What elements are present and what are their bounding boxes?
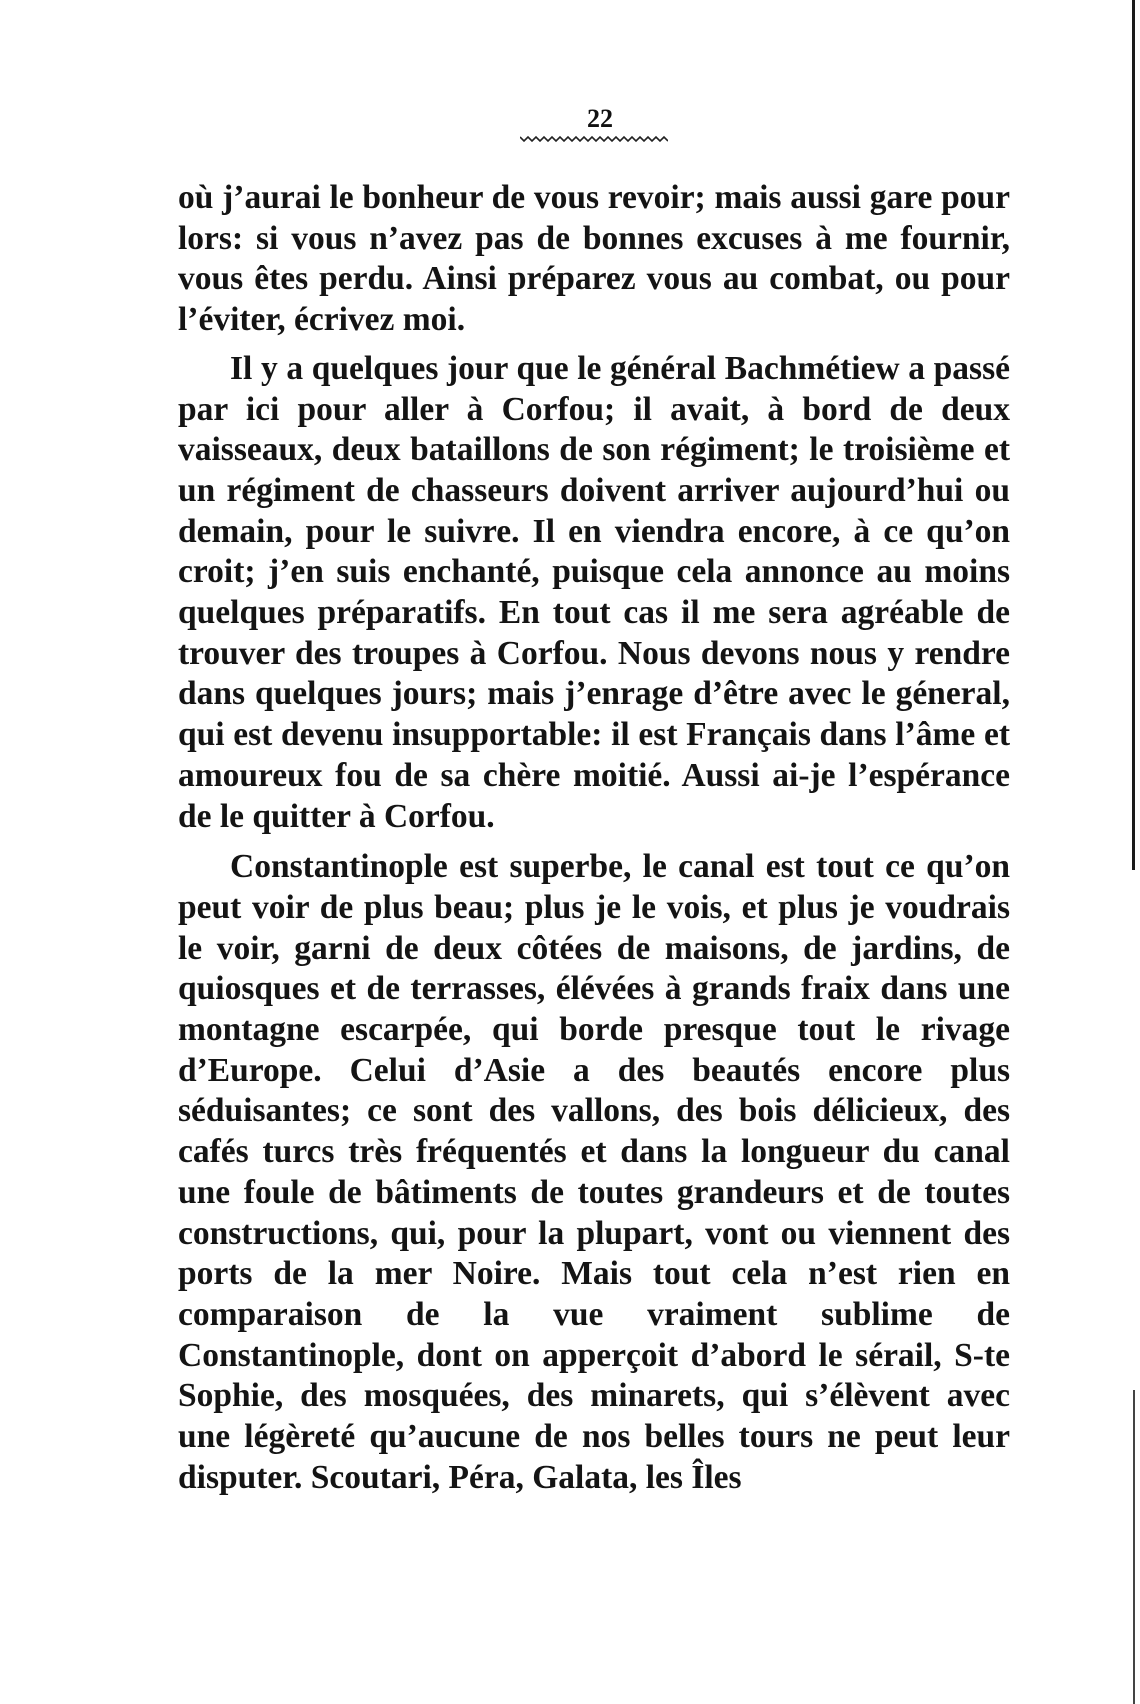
page-edge-line xyxy=(1132,0,1135,870)
page-number-ornament xyxy=(520,134,668,144)
paragraph-general-bachmetiew: Il y a quelques jour que le général Bachmétiew a passé par ici pour aller à Corfou; il avait, à bord de deux vaisseaux, deux bataillons de son régiment; le troisième et un régiment de chasseurs doivent arriver aujourd’hui ou demain, pour le suivre. Il en viendra encore, à ce qu’on croit; j’en suis enchanté, puisque cela annonce au moins quelques préparatifs. En tout cas il me sera agréable de trouver des troupes à Corfou. Nous devons nous y rendre dans quelques jours; mais j’enrage d’être avec le géneral, qui est devenu insupportable: il est Français dans l’âme et amoureux fou de sa chère moitié. Aussi ai-je l’espérance de le quitter à Corfou. xyxy=(178,349,1010,835)
paragraph-constantinople: Constantinople est superbe, le canal est tout ce qu’on peut voir de plus beau; plus je le vois, et plus je voudrais le voir, garni de deux côtées de maisons, de jardins, de quiosques et de terrasses, élévées à grands fraix dans une montagne escarpée, qui borde presque tout le rivage d’Europe. Celui d’Asie a des beautés encore plus séduisantes; ce sont des vallons, des bois délicieux, des cafés turcs très fréquentés et dans la longueur du canal une foule de bâtiments de toutes grandeurs et de toutes constructions, qui, pour la plupart, vont ou viennent des ports de la mer Noire. Mais tout cela n’est rien en comparaison de la vue vraiment sublime de Constantinople, dont on apperçoit d’abord le sérail, S-te Sophie, des mosquées, des minarets, qui s’élèvent avec une légèreté qu’aucune de nos belles tours ne peut leur disputer. Scoutari, Péra, Galata, les Îles xyxy=(178,848,1010,1496)
page-edge-line-lower xyxy=(1133,1390,1135,1704)
page-number: 22 xyxy=(587,104,613,133)
paragraph-letter-closing: où j’aurai le bonheur de vous revoir; mais aussi gare pour lors: si vous n’avez pas de bonnes excuses à me fournir, vous êtes perdu. Ainsi préparez vous au combat, ou pour l’éviter, écrivez moi. xyxy=(178,179,1010,339)
body-text xyxy=(178,178,1010,1499)
